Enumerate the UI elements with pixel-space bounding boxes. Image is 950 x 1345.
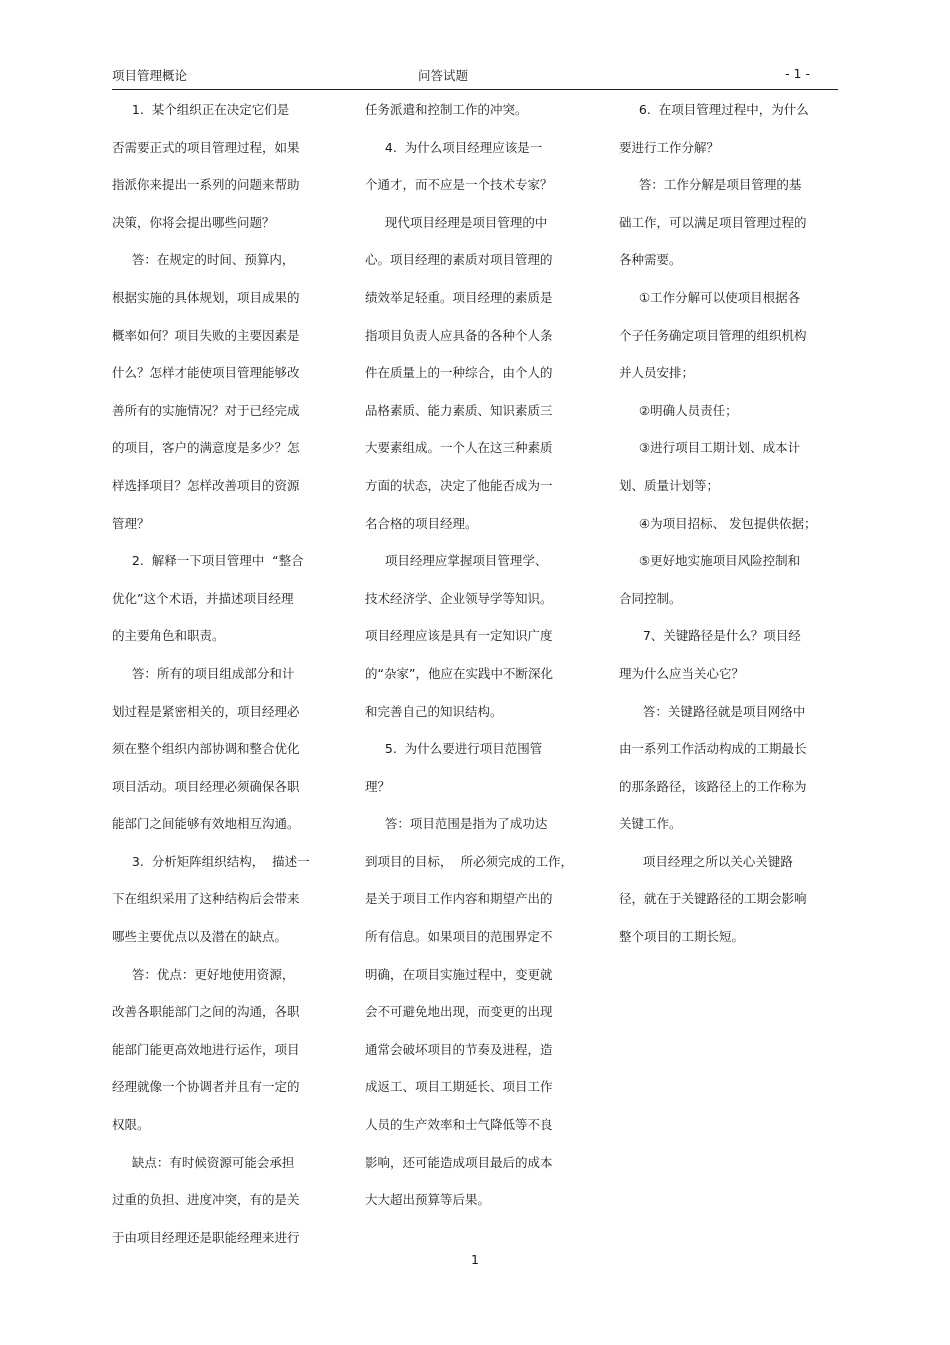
text-line: 任务派遣和控制工作的冲突。 bbox=[365, 102, 528, 117]
text-line: 理？ bbox=[365, 778, 391, 794]
text-line: 决策，你将会提出哪些问题？ bbox=[112, 214, 275, 230]
header-page-label: - 1 - bbox=[785, 66, 810, 81]
text-line: 哪些主要优点以及潜在的缺点。 bbox=[112, 929, 288, 945]
text-line: 下在组织采用了这种结构后会带来 bbox=[112, 891, 300, 907]
text-line: 到项目的目标， 所必须完成的工作， bbox=[365, 853, 573, 869]
text-line: 样选择项目？怎样改善项目的资源 bbox=[112, 477, 300, 493]
header-center-title: 问答试题 bbox=[418, 68, 469, 83]
text-line: 划过程是紧密相关的，项目经理必 bbox=[112, 703, 300, 719]
text-line: 方面的状态，决定了他能否成为一 bbox=[365, 477, 553, 493]
text-line: 项目经理应掌握项目管理学、 bbox=[365, 553, 548, 569]
text-line: 所有信息。如果项目的范围界定不 bbox=[365, 929, 553, 945]
text-line: 影响，还可能造成项目最后的成本 bbox=[365, 1154, 553, 1170]
text-line: 个通才，而不应是一个技术专家？ bbox=[365, 177, 553, 193]
text-line: 否需要正式的项目管理过程，如果 bbox=[112, 139, 300, 155]
text-column-1 bbox=[112, 96, 310, 1261]
text-line: 5. 为什么要进行项目范围管 bbox=[365, 741, 543, 757]
text-line: 现代项目经理是项目管理的中 bbox=[365, 214, 548, 230]
text-line: 经理就像一个协调者并且有一定的 bbox=[112, 1079, 300, 1095]
header-left-title: 项目管理概论 bbox=[112, 68, 188, 83]
text-line: 通常会破坏项目的节奏及进程，造 bbox=[365, 1041, 553, 1057]
text-line: 大大超出预算等后果。 bbox=[365, 1192, 491, 1208]
text-line: 技术经济学、企业领导学等知识。 bbox=[365, 590, 553, 606]
text-line: 心。项目经理的素质对项目管理的 bbox=[365, 252, 553, 268]
text-line: 4. 为什么项目经理应该是一 bbox=[365, 139, 543, 155]
text-line: 7、关键路径是什么？项目经 bbox=[619, 628, 801, 644]
text-line: 径，就在于关键路径的工期会影响 bbox=[619, 891, 807, 907]
text-line: ②明确人员责任； bbox=[619, 402, 738, 418]
text-line: 件在质量上的一种综合，由个人的 bbox=[365, 365, 553, 381]
text-line: 的“杂家”，他应在实践中不断深化 bbox=[365, 665, 553, 681]
text-line: 答：项目范围是指为了成功达 bbox=[365, 816, 548, 832]
text-line: 理为什么应当关心它？ bbox=[619, 665, 745, 681]
text-line: 根据实施的具体规划，项目成果的 bbox=[112, 289, 300, 305]
text-line: 概率如何？项目失败的主要因素是 bbox=[112, 327, 300, 343]
text-line: 缺点：有时候资源可能会承担 bbox=[112, 1154, 295, 1170]
header-divider bbox=[112, 89, 838, 90]
text-line: 绩效举足轻重。项目经理的素质是 bbox=[365, 289, 553, 305]
text-line: ④为项目招标、 发包提供依据； bbox=[619, 515, 817, 531]
text-line: 能部门之间能够有效地相互沟通。 bbox=[112, 816, 300, 832]
text-line: 过重的负担、进度冲突，有的是关 bbox=[112, 1192, 300, 1208]
text-line: 关键工作。 bbox=[619, 816, 682, 832]
text-line: 品格素质、能力素质、知识素质三 bbox=[365, 402, 553, 418]
text-line: 划、质量计划等； bbox=[619, 477, 720, 493]
text-line: 答：关键路径就是项目网络中 bbox=[619, 703, 806, 719]
text-line: 管理？ bbox=[112, 515, 150, 531]
page-header bbox=[112, 66, 838, 86]
text-line: 权限。 bbox=[112, 1117, 150, 1133]
text-line: 的项目，客户的满意度是多少？怎 bbox=[112, 440, 300, 456]
text-line: ⑤更好地实施项目风险控制和 bbox=[619, 553, 801, 569]
text-line: 项目经理应该是具有一定知识广度 bbox=[365, 628, 553, 644]
text-line: ③进行项目工期计划、成本计 bbox=[619, 440, 801, 456]
text-line: 合同控制。 bbox=[619, 590, 682, 606]
text-line: 的主要角色和职责。 bbox=[112, 628, 225, 644]
text-line: 名合格的项目经理。 bbox=[365, 515, 478, 531]
text-line: 各种需要。 bbox=[619, 252, 682, 268]
page-number: 1 bbox=[471, 1252, 479, 1267]
text-line: 能部门能更高效地进行运作，项目 bbox=[112, 1041, 300, 1057]
text-line: 指派你来提出一系列的问题来帮助 bbox=[112, 177, 300, 193]
text-line: 答：工作分解是项目管理的基 bbox=[619, 177, 802, 193]
text-line: 明确，在项目实施过程中，变更就 bbox=[365, 966, 553, 982]
text-line: 答：所有的项目组成部分和计 bbox=[112, 665, 295, 681]
text-line: 于由项目经理还是职能经理来进行 bbox=[112, 1229, 300, 1245]
text-line: 并人员安排； bbox=[619, 365, 695, 381]
text-line: 础工作，可以满足项目管理过程的 bbox=[619, 214, 807, 230]
text-column-3 bbox=[619, 96, 817, 961]
text-line: 的那条路径，该路径上的工作称为 bbox=[619, 778, 807, 794]
text-line: 会不可避免地出现，而变更的出现 bbox=[365, 1004, 553, 1020]
text-line: 要进行工作分解？ bbox=[619, 139, 720, 155]
text-line: 整个项目的工期长短。 bbox=[619, 929, 745, 945]
text-line: 改善各职能部门之间的沟通，各职 bbox=[112, 1004, 300, 1020]
text-line: 个子任务确定项目管理的组织机构 bbox=[619, 327, 807, 343]
text-line: 指项目负责人应具备的各种个人条 bbox=[365, 327, 553, 343]
text-line: 由一系列工作活动构成的工期最长 bbox=[619, 741, 807, 757]
text-line: 答：优点：更好地使用资源， bbox=[112, 966, 295, 982]
text-line: 善所有的实施情况？对于已经完成 bbox=[112, 402, 300, 418]
text-line: 优化”这个术语，并描述项目经理 bbox=[112, 590, 294, 606]
text-line: 人员的生产效率和士气降低等不良 bbox=[365, 1117, 553, 1133]
text-line: 是关于项目工作内容和期望产出的 bbox=[365, 891, 553, 907]
text-line: 大要素组成。一个人在这三种素质 bbox=[365, 440, 553, 456]
text-line: 1. 某个组织正在决定它们是 bbox=[112, 102, 290, 117]
text-line: 项目活动。项目经理必须确保各职 bbox=[112, 778, 300, 794]
text-column-2 bbox=[365, 96, 573, 1224]
text-line: 答：在规定的时间、预算内， bbox=[112, 252, 295, 268]
text-line: 6. 在项目管理过程中，为什么 bbox=[619, 102, 809, 117]
text-line: 2. 解释一下项目管理中 “整合 bbox=[112, 553, 304, 569]
text-line: ①工作分解可以使项目根据各 bbox=[619, 289, 801, 305]
text-line: 3. 分析矩阵组织结构， 描述一 bbox=[112, 853, 310, 869]
text-line: 项目经理之所以关心关键路 bbox=[619, 853, 793, 869]
text-line: 和完善自己的知识结构。 bbox=[365, 703, 503, 719]
text-line: 须在整个组织内部协调和整合优化 bbox=[112, 741, 300, 757]
text-line: 成返工、项目工期延长、项目工作 bbox=[365, 1079, 553, 1095]
text-line: 什么？怎样才能使项目管理能够改 bbox=[112, 365, 300, 381]
